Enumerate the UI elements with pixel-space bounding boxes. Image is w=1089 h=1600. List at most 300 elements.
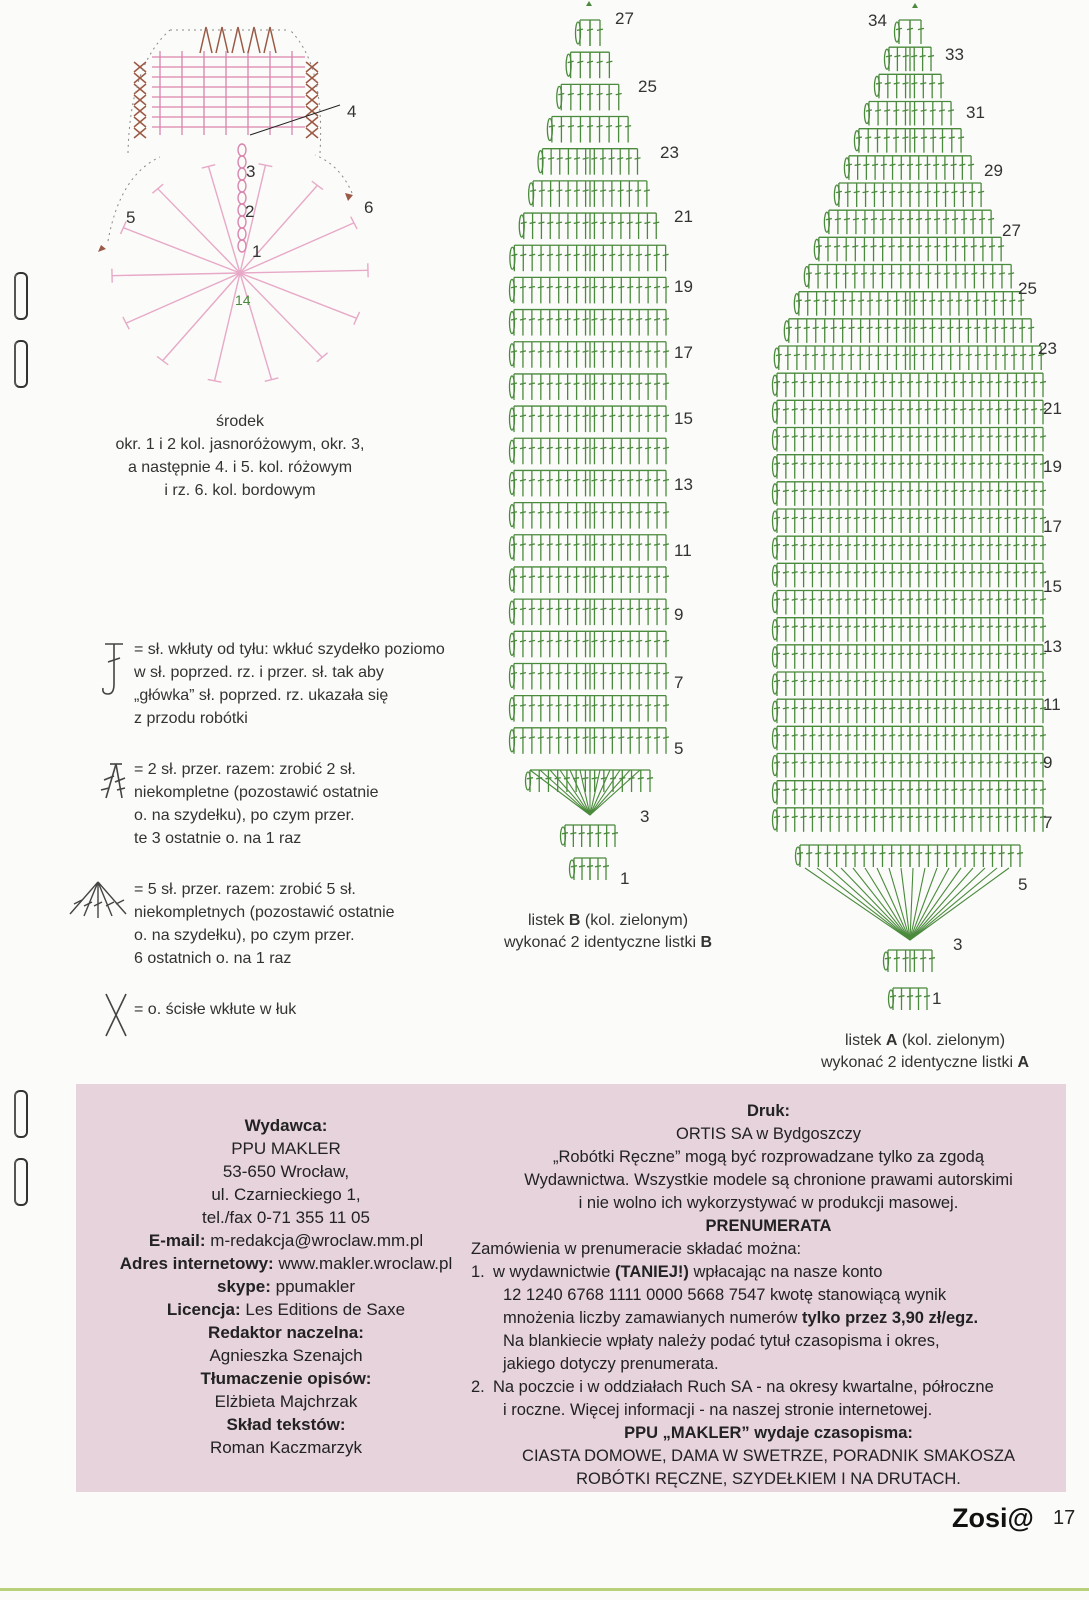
stitch-bar	[1040, 789, 1046, 790]
stitch-bar	[925, 409, 931, 410]
stitch-bar	[836, 708, 842, 709]
stitch-bar	[925, 789, 931, 790]
stitch-bar	[916, 599, 922, 600]
stitch-bar	[636, 383, 642, 384]
stitch-bar	[818, 463, 824, 464]
stitch-bar	[898, 382, 904, 383]
stitch-bar	[920, 300, 926, 301]
stitch-bar	[889, 789, 895, 790]
stitch-bar	[1017, 853, 1023, 854]
stitch-bar	[996, 572, 1002, 573]
stitch-bar	[529, 415, 535, 416]
stitch-bar	[894, 56, 900, 57]
fan-line	[910, 868, 985, 940]
stitch-bar	[916, 164, 922, 165]
stitch-bar	[889, 409, 895, 410]
stitch-bar	[925, 680, 931, 681]
chain-loop	[238, 156, 246, 168]
stitch-bar	[925, 735, 931, 736]
stitch-bar	[969, 680, 975, 681]
stitch-bar	[636, 705, 642, 706]
leaf-letter: A	[1017, 1054, 1030, 1071]
stitch-bar	[916, 191, 922, 192]
stitch-bar	[529, 383, 535, 384]
stitch-bar	[635, 190, 641, 191]
stitch-bar	[942, 626, 948, 627]
stitch-bar	[654, 351, 660, 352]
row-number: 4	[347, 102, 357, 121]
stitch-bar	[1028, 327, 1034, 328]
stitch-bar	[645, 254, 651, 255]
stitch-bar	[818, 680, 824, 681]
stitch-bar	[520, 383, 526, 384]
stitch-bar	[663, 705, 669, 706]
stitch-bar	[969, 572, 975, 573]
fan-line	[817, 868, 910, 940]
stitch-bar	[880, 735, 886, 736]
stitch-bar	[898, 626, 904, 627]
stitch-bar	[969, 463, 975, 464]
stitch-bar	[627, 673, 633, 674]
leaf-letter: A	[885, 1032, 898, 1049]
stitch-bar	[783, 762, 789, 763]
copyright-line: Wydawnictwa. Wszystkie modele są chronione prawami autorskimi	[524, 1171, 1013, 1189]
stitch-bar	[854, 762, 860, 763]
stitch-bar	[565, 286, 571, 287]
stitch-bar	[969, 626, 975, 627]
stitch-bar	[663, 254, 669, 255]
stitch-bar	[996, 545, 1002, 546]
stitch-bar	[801, 382, 807, 383]
stitch-bar	[944, 273, 950, 274]
stitch-bar	[854, 545, 860, 546]
leaf-b-crochet-diagram	[490, 0, 730, 905]
stitch-bar	[831, 327, 837, 328]
email-row: E-mail: m-redakcja@wroclaw.mm.pl	[148, 1231, 424, 1250]
stitch-bar	[809, 789, 815, 790]
subscription-heading: PRENUMERATA	[705, 1217, 832, 1235]
stitch-bar	[953, 853, 959, 854]
radial-stitches	[112, 164, 368, 382]
stitch-bar	[867, 327, 873, 328]
stitch-bar	[916, 273, 922, 274]
stitch-bar	[861, 853, 867, 854]
stitch-bar	[861, 273, 867, 274]
stitch-bar	[942, 789, 948, 790]
stitch-bar	[960, 789, 966, 790]
stitch-bar	[663, 576, 669, 577]
stitch-bar	[898, 789, 904, 790]
stitch-bar	[889, 246, 895, 247]
stitch-bar	[854, 599, 860, 600]
stitch-bar	[974, 300, 980, 301]
chain-loop	[238, 144, 246, 156]
stitch-bar	[783, 517, 789, 518]
stitch-bar	[547, 576, 553, 577]
stitch-bar	[609, 640, 615, 641]
stitch-bar	[934, 572, 940, 573]
stitch-bar	[827, 490, 833, 491]
stitch-bar	[872, 680, 878, 681]
stitch-bar	[911, 300, 917, 301]
stitch-bar	[943, 219, 949, 220]
stitch-bar	[935, 853, 941, 854]
stitch-bar	[801, 680, 807, 681]
row-label: 29	[984, 161, 1003, 180]
stitch-bar	[981, 273, 987, 274]
stitch-bar	[529, 286, 535, 287]
stitch-bar	[654, 576, 660, 577]
stitch-bar	[1040, 626, 1046, 627]
stitch-bar	[520, 447, 526, 448]
stitch-bar	[547, 640, 553, 641]
stitch-bar	[645, 576, 651, 577]
stitch-bar	[645, 544, 651, 545]
stitch-bar	[574, 383, 580, 384]
stitch-bar	[960, 517, 966, 518]
stitch-bar	[942, 599, 948, 600]
row-label: 33	[945, 45, 964, 64]
stitch-bar	[654, 512, 660, 513]
stitch-bar	[565, 158, 571, 159]
stitch-bar	[627, 383, 633, 384]
stitch-bar	[809, 599, 815, 600]
stitch-bar	[854, 191, 860, 192]
stitch-bar	[999, 273, 1005, 274]
stitch-bar	[836, 626, 842, 627]
stitch-bar	[934, 708, 940, 709]
stitch-line	[112, 273, 240, 276]
stitch-bar	[836, 517, 842, 518]
stitch-bar	[600, 383, 606, 384]
stitch-bar	[947, 300, 953, 301]
row-label: 27	[615, 9, 634, 28]
stitch-bar	[609, 447, 615, 448]
stitch-bar	[645, 383, 651, 384]
stitch-bar	[971, 853, 977, 854]
stitch-bar	[1008, 853, 1014, 854]
stitch-bar	[978, 409, 984, 410]
stitch-bar	[987, 789, 993, 790]
stitch-bar	[1031, 789, 1037, 790]
stitch-bar	[925, 219, 931, 220]
stitch-bar	[538, 447, 544, 448]
stitch-bar	[609, 576, 615, 577]
stitch-bar	[600, 737, 606, 738]
stitch-bar	[884, 354, 890, 355]
stitch-bar	[574, 576, 580, 577]
stitch-bar	[951, 191, 957, 192]
stitch-bar	[978, 789, 984, 790]
stitch-bar	[783, 816, 789, 817]
stitch-bar	[916, 382, 922, 383]
stitch-bar	[600, 480, 606, 481]
stitch-bar	[606, 93, 612, 94]
stitch-bar	[990, 273, 996, 274]
stitch-bar	[1031, 735, 1037, 736]
stitch-bar	[565, 705, 571, 706]
web-link[interactable]: www.makler.wroclaw.pl	[278, 1254, 453, 1273]
stitch-bar	[863, 816, 869, 817]
stitch-bar	[547, 286, 553, 287]
stitch-bar	[636, 512, 642, 513]
stitch-bar	[645, 286, 651, 287]
stitch-bar	[547, 254, 553, 255]
top-fan	[200, 27, 212, 53]
stitch-bar	[625, 126, 631, 127]
stitch-bar	[947, 327, 953, 328]
stitch-bar	[818, 517, 824, 518]
stitch-bar	[538, 319, 544, 320]
stitch-bar	[916, 789, 922, 790]
stitch-bar	[520, 319, 526, 320]
dotted-outline	[108, 155, 352, 241]
stitch-bar	[565, 576, 571, 577]
stitch-bar	[600, 158, 606, 159]
start-marker	[98, 245, 106, 252]
stitch-bar	[574, 512, 580, 513]
stitch-bar	[872, 653, 878, 654]
stitch-bar	[600, 640, 606, 641]
stitch-bar	[654, 544, 660, 545]
stitch-bar	[978, 626, 984, 627]
stitch-bar	[960, 382, 966, 383]
stitch-bar	[583, 254, 589, 255]
stitch-bar	[591, 512, 597, 513]
stitch-bar	[996, 789, 1002, 790]
stitch-bar	[792, 382, 798, 383]
stitch-bar	[577, 93, 583, 94]
stitch-bar	[885, 83, 891, 84]
license-row: Licencja: Les Editions de Saxe	[166, 1300, 406, 1319]
stitch-bar	[574, 705, 580, 706]
stitch-bar	[912, 137, 918, 138]
stitch-bar	[597, 61, 603, 62]
stitch-bar	[663, 415, 669, 416]
stitch-bar	[591, 480, 597, 481]
stitch-bar	[880, 853, 886, 854]
stitch-bar	[547, 415, 553, 416]
stitch-bar	[654, 383, 660, 384]
stitch-bar	[934, 409, 940, 410]
stitch-bar	[814, 300, 820, 301]
stitch-bar	[636, 415, 642, 416]
legend-text: = o. ścisłe wkłute w łuk	[134, 1001, 297, 1018]
stitch-bar	[626, 190, 632, 191]
single-crochet-in-arch-icon	[68, 986, 132, 1056]
stitch-bar	[824, 273, 830, 274]
caption-title: środek	[215, 413, 265, 430]
stitch-bar	[547, 480, 553, 481]
stitch-bar	[872, 164, 878, 165]
stitch-bar	[627, 415, 633, 416]
stitch-bar	[912, 354, 918, 355]
stitch-bar	[597, 29, 603, 30]
stitch-bar	[983, 327, 989, 328]
stitch-bar	[556, 640, 562, 641]
stitch-bar	[818, 708, 824, 709]
stitch-bar	[852, 246, 858, 247]
stitch-bar	[556, 447, 562, 448]
stitch-bar	[609, 383, 615, 384]
stitch-bar	[870, 273, 876, 274]
stitch-bar	[934, 680, 940, 681]
stitch-bar	[974, 327, 980, 328]
stitch-bar	[565, 673, 571, 674]
stitch-bar	[898, 273, 904, 274]
stitch-bar	[1022, 708, 1028, 709]
stitch-bar	[645, 319, 651, 320]
stitch-bar	[960, 708, 966, 709]
stitch-bar	[916, 680, 922, 681]
stitch-bar	[792, 463, 798, 464]
stitch-bar	[898, 517, 904, 518]
subscription-option-2: 2. Na poczcie i w oddziałach Ruch SA - na okresy kwartalne, półroczne i roczne. Więcej informacji - na naszej stronie internetowej.	[471, 1378, 994, 1419]
stitch-bar	[1005, 762, 1011, 763]
stitch-bar	[801, 599, 807, 600]
chain-loop	[238, 168, 246, 180]
leaf-letter: B	[568, 912, 581, 929]
stitch-bar	[863, 735, 869, 736]
stitch-bar	[942, 409, 948, 410]
stitch-bar	[1005, 680, 1011, 681]
email-link[interactable]: m-redakcja@wroclaw.mm.pl	[210, 1231, 424, 1250]
fan-line	[910, 868, 973, 940]
stitch-bar	[960, 816, 966, 817]
stitch-bar	[822, 327, 828, 328]
stitch-bar	[845, 680, 851, 681]
stitch-bar	[898, 599, 904, 600]
stitch-bar	[916, 708, 922, 709]
stitch-bar	[1013, 653, 1019, 654]
stitch-bar	[889, 436, 895, 437]
stitch-bar	[785, 354, 791, 355]
legend-text: o. na szydełku), po czym przer.	[134, 807, 355, 824]
stitch-bar	[961, 219, 967, 220]
stitch-bar	[1013, 436, 1019, 437]
stitch-bar	[870, 853, 876, 854]
stitch-bar	[565, 737, 571, 738]
stitch-bar	[609, 319, 615, 320]
legend-item	[68, 998, 468, 1038]
stitch-bar	[795, 327, 801, 328]
leaf-a-crochet-diagram	[760, 0, 1080, 1030]
stitch-bar	[889, 382, 895, 383]
stitch-bar	[960, 572, 966, 573]
editor-name: Agnieszka Szenajch	[209, 1346, 363, 1365]
fan-line	[590, 770, 630, 815]
stitch-bar	[618, 319, 624, 320]
stitch-bar	[951, 490, 957, 491]
stitch-bar	[925, 382, 931, 383]
stitch-bar	[969, 599, 975, 600]
leaf-stitches	[510, 20, 670, 880]
row-label: 9	[674, 605, 684, 624]
stitch-bar	[987, 572, 993, 573]
stitch-bar	[996, 680, 1002, 681]
stitch-bar	[574, 640, 580, 641]
stitch-bar	[556, 286, 562, 287]
stitch-bar	[863, 490, 869, 491]
stitch-bar	[934, 545, 940, 546]
stitch-bar	[1029, 354, 1035, 355]
publisher-line: 53-650 Wrocław,	[222, 1162, 350, 1181]
binding-staple	[14, 340, 28, 388]
stitch-bar	[1031, 626, 1037, 627]
stitch-bar	[934, 463, 940, 464]
stitch-bar	[925, 246, 931, 247]
stitch-bar	[930, 110, 936, 111]
stitch-bar	[600, 222, 606, 223]
stitch-bar	[520, 512, 526, 513]
stitch-bar	[903, 56, 909, 57]
stitch-bar	[924, 996, 930, 997]
stitch-bar	[1022, 680, 1028, 681]
stitch-bar	[809, 680, 815, 681]
stitch-bar	[920, 958, 926, 959]
stitch-bar	[978, 762, 984, 763]
stitch-bar	[898, 490, 904, 491]
stitch-bar	[866, 354, 872, 355]
stitch-bar	[1005, 653, 1011, 654]
stitch-bar	[783, 490, 789, 491]
start-marker	[912, 3, 918, 8]
stitch-bar	[884, 110, 890, 111]
stitch-bar	[951, 409, 957, 410]
stitch-bar	[663, 544, 669, 545]
stitch-bar	[627, 222, 633, 223]
stitch-bar	[809, 708, 815, 709]
stitch-bar	[627, 737, 633, 738]
stitch-bar	[889, 653, 895, 654]
stitch-bar	[960, 680, 966, 681]
stitch-bar	[827, 762, 833, 763]
stitch-bar	[538, 222, 544, 223]
stitch-bar	[934, 735, 940, 736]
stitch-bar	[880, 626, 886, 627]
stitch-bar	[879, 273, 885, 274]
stitch-bar	[827, 463, 833, 464]
stitch-bar	[953, 273, 959, 274]
stitch-bar	[855, 164, 861, 165]
stitch-bar	[934, 653, 940, 654]
stitch-bar	[889, 545, 895, 546]
stitch-bar	[809, 436, 815, 437]
stitch-bar	[538, 640, 544, 641]
stitch-bar	[568, 126, 574, 127]
stitch-bar	[898, 545, 904, 546]
stitch-bar	[1022, 735, 1028, 736]
stitch-bar	[925, 273, 931, 274]
stitch-bar	[987, 680, 993, 681]
stitch-bar	[889, 463, 895, 464]
stitch-bar	[902, 110, 908, 111]
stitch-bar	[520, 254, 526, 255]
stitch-bar	[916, 436, 922, 437]
stitch-bar	[818, 572, 824, 573]
stitch-bar	[845, 789, 851, 790]
stitch-bar	[996, 409, 1002, 410]
stitch-bar	[928, 56, 934, 57]
stitch-bar	[858, 327, 864, 328]
stitch-bar	[836, 653, 842, 654]
stitch-bar	[845, 762, 851, 763]
stitch-bar	[574, 447, 580, 448]
stitch-bar	[996, 436, 1002, 437]
stitch-bar	[547, 608, 553, 609]
stitch-bar	[830, 354, 836, 355]
stitch-bar	[600, 254, 606, 255]
